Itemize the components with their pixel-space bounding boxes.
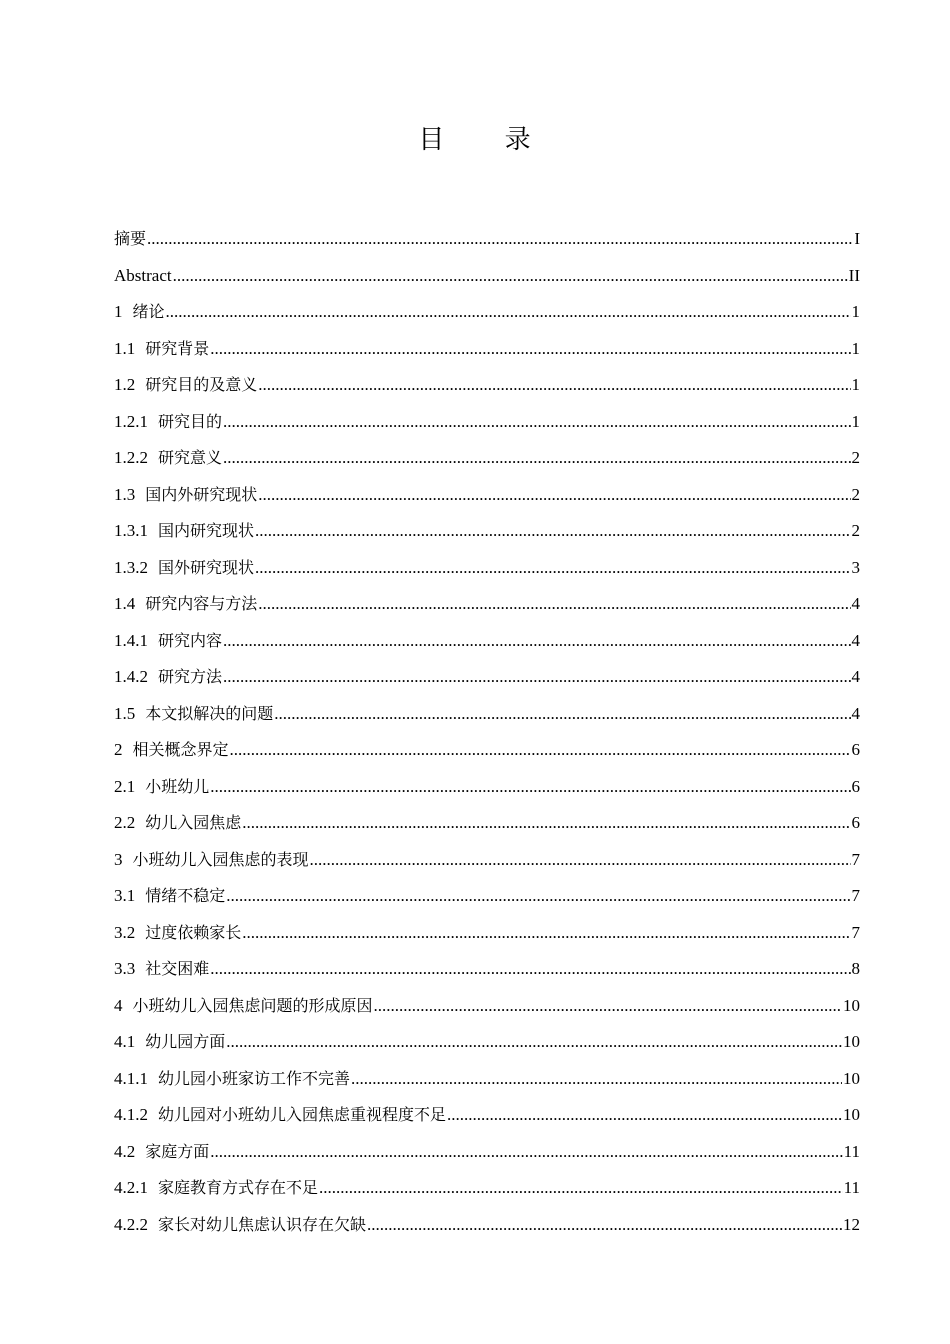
toc-entry-title: 研究内容 [158, 630, 223, 650]
toc-dot-leader [258, 371, 850, 399]
toc-entry-number: 4.2 [114, 1141, 136, 1161]
toc-entry-page-number: 6 [851, 813, 860, 832]
toc-entry-number: 1.2 [114, 375, 136, 394]
toc-entry-title: 小班幼儿 [145, 776, 210, 796]
toc-entry [114, 371, 860, 408]
toc-entry [114, 1065, 860, 1102]
toc-entry-number: 1 [114, 302, 123, 321]
toc-entry-label [114, 773, 209, 801]
toc-entry-number: 4.2.2 [114, 1214, 148, 1234]
toc-entry-number: 1.5 [114, 703, 136, 723]
toc-dot-leader [210, 335, 850, 363]
toc-entry-label [114, 335, 209, 363]
toc-entry-page-number: 4 [851, 667, 860, 686]
toc-dot-leader [351, 1065, 842, 1093]
toc-entry-title: 幼儿园小班家访工作不完善 [158, 1068, 351, 1088]
toc-entry-page-number: 7 [851, 886, 860, 905]
toc-entry-label [114, 882, 225, 910]
toc-dot-leader [223, 663, 850, 691]
toc-entry-title: 本文拟解决的问题 [145, 703, 274, 723]
toc-entry-number: 2.1 [114, 776, 136, 796]
toc-entry-number: 1.4.2 [114, 667, 148, 686]
toc-entry-title: 研究方法 [158, 667, 223, 686]
toc-entry-label [114, 444, 222, 472]
toc-entry [114, 225, 860, 262]
toc-dot-leader [242, 919, 850, 947]
toc-entry [114, 262, 860, 299]
toc-entry [114, 809, 860, 846]
toc-entry-title: 研究内容与方法 [145, 594, 258, 613]
toc-dot-leader [223, 627, 850, 655]
toc-entry-label [114, 298, 165, 326]
toc-entry-page-number: 3 [851, 557, 860, 577]
toc-entry-title: Abstract [114, 265, 172, 285]
toc-entry-title: 过度依赖家长 [145, 922, 242, 942]
toc-entry-label [114, 1174, 318, 1202]
toc-entry-page-number: 11 [843, 1141, 860, 1161]
toc-entry-label [114, 590, 257, 618]
toc-entry-title: 研究背景 [145, 338, 210, 358]
toc-entry-number: 2.2 [114, 813, 136, 832]
toc-dot-leader [147, 225, 853, 253]
toc-entry-title: 摘要 [114, 229, 147, 248]
toc-entry-page-number: 7 [851, 922, 860, 942]
toc-entry [114, 1028, 860, 1065]
toc-entry [114, 1101, 860, 1138]
toc-entry-number: 4.1.1 [114, 1068, 148, 1088]
toc-dot-leader [226, 1028, 842, 1056]
toc-entry-page-number: 1 [851, 375, 860, 394]
toc-entry [114, 298, 860, 335]
toc-dot-leader [210, 1138, 842, 1166]
toc-entry-title: 家长对幼儿焦虑认识存在欠缺 [158, 1214, 367, 1234]
toc-entry-title: 绪论 [132, 302, 165, 321]
toc-entry-label [114, 809, 241, 837]
toc-dot-leader [173, 262, 848, 290]
toc-entry [114, 736, 860, 773]
toc-entry [114, 408, 860, 445]
toc-entry-number: 4 [114, 995, 123, 1015]
toc-entry-page-number: 2 [851, 448, 860, 467]
toc-entry-page-number: 7 [851, 849, 860, 869]
toc-entry-title: 情绪不稳定 [145, 886, 226, 905]
toc-entry [114, 335, 860, 372]
toc-entry-page-number: I [854, 229, 860, 248]
toc-entry [114, 846, 860, 883]
toc-entry-page-number: 6 [851, 776, 860, 796]
toc-entry-label [114, 736, 229, 764]
toc-entry-label [114, 627, 222, 655]
toc-dot-leader [447, 1101, 842, 1129]
toc-entry-page-number: 10 [843, 1032, 860, 1051]
toc-entry-number: 3.1 [114, 886, 136, 905]
toc-entry-title: 国外研究现状 [158, 557, 255, 577]
toc-dot-leader [310, 846, 851, 874]
toc-entry [114, 1211, 860, 1248]
toc-entry-label [114, 1211, 366, 1239]
toc-entry-title: 研究目的 [158, 411, 223, 431]
toc-entry-page-number: II [848, 265, 860, 285]
toc-entry-label [114, 554, 254, 582]
toc-entry [114, 882, 860, 919]
toc-entry-label [114, 1138, 209, 1166]
toc-entry-title: 国内外研究现状 [145, 484, 258, 504]
toc-dot-leader [230, 736, 851, 764]
toc-entry-page-number: 4 [851, 703, 860, 723]
toc-dot-leader [226, 882, 850, 910]
toc-entry-title: 小班幼儿入园焦虑问题的形成原因 [132, 995, 373, 1015]
toc-entry-number: 1.2.2 [114, 448, 148, 467]
toc-entry-page-number: 2 [851, 484, 860, 504]
toc-entry [114, 1174, 860, 1211]
toc-dot-leader [258, 481, 850, 509]
toc-entry-page-number: 4 [851, 630, 860, 650]
toc-entry [114, 554, 860, 591]
toc-entry-title: 小班幼儿入园焦虑的表现 [132, 849, 309, 869]
toc-entry-number: 4.1.2 [114, 1105, 148, 1124]
toc-entry-label [114, 992, 373, 1020]
toc-entry-page-number: 10 [843, 1105, 860, 1124]
toc-entry-label [114, 846, 309, 874]
toc-entry-label [114, 371, 257, 399]
toc-entry-page-number: 6 [851, 740, 860, 759]
toc-entry-label [114, 481, 257, 509]
toc-entry [114, 663, 860, 700]
toc-entry-page-number: 12 [843, 1214, 860, 1234]
toc-entry [114, 700, 860, 737]
toc-entry-title: 幼儿入园焦虑 [145, 813, 242, 832]
toc-entry-label [114, 225, 146, 253]
toc-dot-leader [367, 1211, 842, 1239]
toc-entry-page-number: 11 [843, 1178, 860, 1197]
toc-entry-label [114, 262, 172, 290]
toc-entry [114, 992, 860, 1029]
toc-entry-title: 研究意义 [158, 448, 223, 467]
toc-entry-page-number: 1 [851, 302, 860, 321]
toc-entry-label [114, 408, 222, 436]
toc-entry-number: 2 [114, 740, 123, 759]
toc-list [114, 225, 860, 1247]
toc-entry-label [114, 663, 222, 691]
toc-dot-leader [255, 517, 850, 545]
toc-entry [114, 955, 860, 992]
toc-title: 目 录 [418, 125, 557, 155]
toc-entry-number: 1.3.1 [114, 521, 148, 540]
toc-entry-title: 家庭教育方式存在不足 [158, 1178, 319, 1197]
toc-entry-page-number: 10 [843, 995, 860, 1015]
toc-entry-title: 研究目的及意义 [145, 375, 258, 394]
toc-entry-page-number: 10 [843, 1068, 860, 1088]
toc-entry-label [114, 919, 241, 947]
toc-entry [114, 1138, 860, 1175]
toc-entry-title: 社交困难 [145, 959, 210, 978]
toc-dot-leader [374, 992, 842, 1020]
toc-dot-leader [258, 590, 850, 618]
toc-entry-label [114, 1065, 350, 1093]
toc-entry-title: 家庭方面 [145, 1141, 210, 1161]
toc-entry-label [114, 1101, 446, 1129]
toc-entry-page-number: 4 [851, 594, 860, 613]
toc-dot-leader [166, 298, 851, 326]
toc-entry-number: 3.2 [114, 922, 136, 942]
toc-entry-number: 3 [114, 849, 123, 869]
toc-entry [114, 627, 860, 664]
toc-entry-number: 4.2.1 [114, 1178, 148, 1197]
toc-entry [114, 590, 860, 627]
toc-entry-number: 1.1 [114, 338, 136, 358]
toc-dot-leader [210, 773, 850, 801]
toc-dot-leader [255, 554, 850, 582]
toc-entry-number: 3.3 [114, 959, 136, 978]
toc-entry [114, 773, 860, 810]
toc-entry [114, 517, 860, 554]
toc-entry [114, 481, 860, 518]
toc-entry-page-number: 2 [851, 521, 860, 540]
toc-entry-title: 幼儿园对小班幼儿入园焦虑重视程度不足 [158, 1105, 447, 1124]
toc-entry-number: 1.3 [114, 484, 136, 504]
toc-entry-title: 幼儿园方面 [145, 1032, 226, 1051]
toc-entry-number: 1.2.1 [114, 411, 148, 431]
toc-dot-leader [319, 1174, 843, 1202]
toc-entry-label [114, 517, 254, 545]
toc-entry-number: 1.4 [114, 594, 136, 613]
toc-dot-leader [242, 809, 850, 837]
toc-entry-title: 相关概念界定 [132, 740, 229, 759]
toc-entry-title: 国内研究现状 [158, 521, 255, 540]
toc-dot-leader [210, 955, 850, 983]
toc-entry-number: 1.3.2 [114, 557, 148, 577]
toc-dot-leader [274, 700, 850, 728]
toc-entry [114, 919, 860, 956]
toc-dot-leader [223, 444, 850, 472]
toc-entry-page-number: 1 [851, 338, 860, 358]
toc-dot-leader [223, 408, 850, 436]
toc-entry [114, 444, 860, 481]
toc-entry-label [114, 700, 273, 728]
toc-entry-label [114, 955, 209, 983]
toc-entry-page-number: 8 [851, 959, 860, 978]
toc-entry-page-number: 1 [851, 411, 860, 431]
toc-entry-label [114, 1028, 225, 1056]
toc-entry-number: 4.1 [114, 1032, 136, 1051]
toc-entry-number: 1.4.1 [114, 630, 148, 650]
